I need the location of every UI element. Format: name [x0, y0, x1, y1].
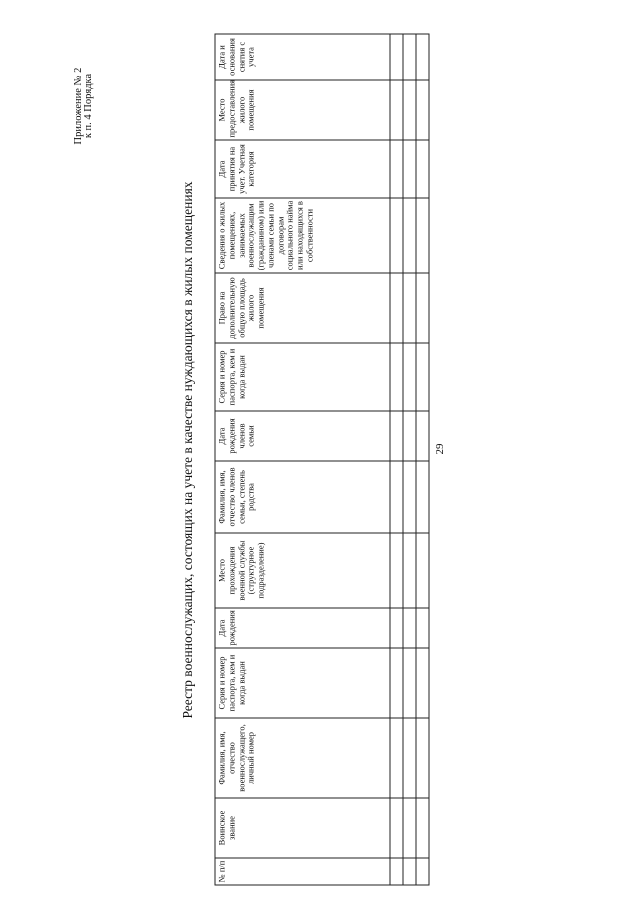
table-cell	[416, 273, 429, 343]
table-row	[390, 34, 403, 885]
table-cell	[416, 34, 429, 80]
header-cell: Серия и номер паспорта, кем и когда выдан	[215, 648, 390, 718]
table-cell	[416, 858, 429, 885]
table-cell	[403, 533, 416, 608]
table-cell	[416, 608, 429, 648]
annex-label: Приложение № 2	[73, 67, 84, 145]
table-cell	[403, 608, 416, 648]
header-cell: Дата принятия на учет. Учетная категория	[215, 140, 390, 198]
table-cell	[390, 461, 403, 533]
header-cell: Воинское звание	[215, 798, 390, 858]
table-cell	[416, 461, 429, 533]
table-cell	[403, 343, 416, 411]
header-cell: Серия и номер паспорта, кем и когда выдан	[215, 343, 390, 411]
table-cell	[390, 140, 403, 198]
table-cell	[390, 34, 403, 80]
table-cell	[416, 343, 429, 411]
table-cell	[403, 80, 416, 140]
table-cell	[416, 533, 429, 608]
header-cell: Дата рождения членов семьи	[215, 411, 390, 461]
table-cell	[390, 858, 403, 885]
header-cell: Фамилия, имя, отчество военнослужащего, личный номер	[215, 718, 390, 798]
header-cell: Дата рождения	[215, 608, 390, 648]
table-cell	[390, 648, 403, 718]
table-row	[403, 34, 416, 885]
annex-reference: к п. 4 Порядка	[83, 73, 94, 139]
table-cell	[403, 140, 416, 198]
table-cell	[416, 718, 429, 798]
table-cell	[403, 198, 416, 273]
table-cell	[416, 411, 429, 461]
table-header-row	[215, 34, 390, 885]
table-cell	[390, 80, 403, 140]
page-number: 29	[434, 443, 446, 455]
table-cell	[390, 273, 403, 343]
table-cell	[403, 858, 416, 885]
table-cell	[390, 533, 403, 608]
registry-table-container	[216, 26, 421, 882]
table-cell	[403, 34, 416, 80]
table-cell	[403, 273, 416, 343]
table-cell	[390, 343, 403, 411]
table-cell	[403, 718, 416, 798]
table-cell	[416, 798, 429, 858]
header-cell: Дата и основания снятия с учета	[215, 34, 390, 80]
header-cell: Фамилия, имя, отчество членов семьи, степень родства	[215, 461, 390, 533]
header-cell: Право на дополнительную общую площадь жилого помещения	[215, 273, 390, 343]
table-cell	[390, 798, 403, 858]
document-title: Реестр военнослужащих, состоящих на учете в качестве нуждающихся в жилых помещениях	[180, 181, 195, 719]
header-cell: № п/п	[215, 858, 390, 885]
table-cell	[390, 718, 403, 798]
table-cell	[403, 648, 416, 718]
table-cell	[416, 80, 429, 140]
table-cell	[416, 198, 429, 273]
table-cell	[390, 608, 403, 648]
table-cell	[390, 198, 403, 273]
table-cell	[416, 140, 429, 198]
header-cell: Сведения о жилых помещениях, занимаемых военнослужащим (гражданином) или членами семьи по договорам социального найма или находящихся в собственности	[215, 198, 390, 273]
table-cell	[390, 411, 403, 461]
table-cell	[416, 648, 429, 718]
table-cell	[403, 411, 416, 461]
table-cell	[403, 798, 416, 858]
table-row	[416, 34, 429, 885]
registry-table	[214, 33, 429, 885]
header-cell: Место предоставления жилого помещения	[215, 80, 390, 140]
header-cell: Место прохождения военной службы (структурное подразделение)	[215, 533, 390, 608]
table-cell	[403, 461, 416, 533]
